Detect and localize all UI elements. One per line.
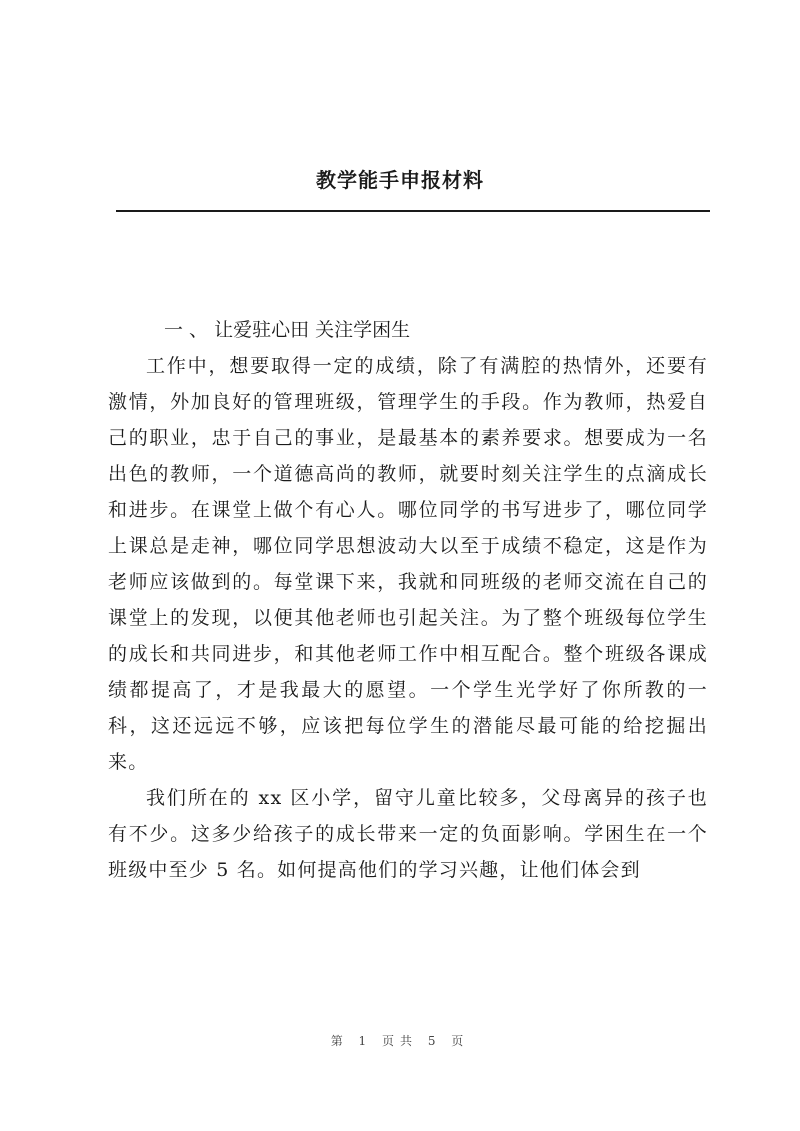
body-paragraph: 我们所在的 xx 区小学，留守儿童比较多，父母离异的孩子也有不少。这多少给孩子的成长带来一定的负面影响。学困生在一个班级中至少 5 名。如何提高他们的学习兴趣，让他们体会到 — [108, 787, 708, 881]
document-body — [108, 312, 708, 888]
title-underline — [116, 210, 710, 212]
page-number-footer: 第 1 页共 5 页 — [330, 1034, 470, 1048]
body-paragraph: 工作中，想要取得一定的成绩，除了有满腔的热情外，还要有激情，外加良好的管理班级，管理学生的手段。作为教师，热爱自己的职业，忠于自己的事业，是最基本的素养要求。想要成为一名出色的教师，一个道德高尚的教师，就要时刻关注学生的点滴成长和进步。在课堂上做个有心人。哪位同学的书写进步了，哪位同学上课总是走神，哪位同学思想波动大以至于成绩不稳定，这是作为老师应该做到的。每堂课下来，我就和同班级的老师交流在自己的课堂上的发现，以便其他老师也引起关注。为了整个班级每位学生的成长和共同进步，和其他老师工作中相互配合。整个班级各课成绩都提高了，才是我最大的愿望。一个学生光学好了你所教的一科，这还远远不够，应该把每位学生的潜能尽最可能的给挖掘出来。 — [108, 355, 708, 773]
document-title: 教学能手申报材料 — [316, 168, 484, 192]
section-heading: 一 、 让爱驻心田 关注学困生 — [164, 319, 411, 341]
